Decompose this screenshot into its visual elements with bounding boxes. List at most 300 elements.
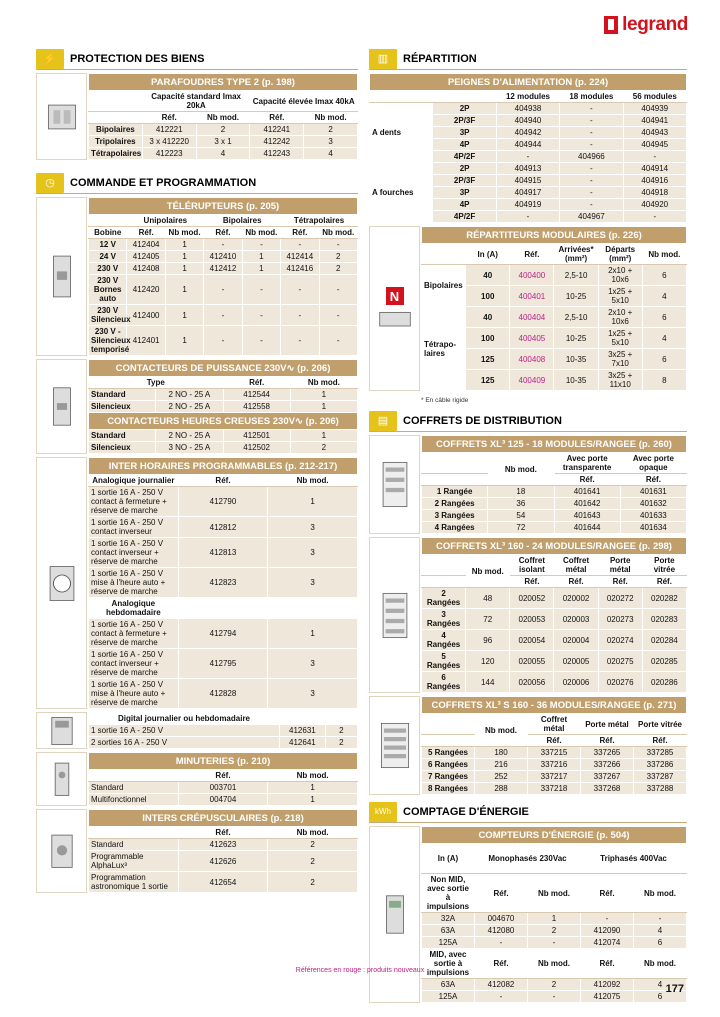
section-repartition-header [369, 48, 687, 70]
new-badge: N [386, 287, 404, 305]
mid-rows [422, 979, 687, 1003]
digital-block [36, 712, 358, 749]
col-opaque: Avec porte opaque [620, 453, 686, 474]
cell: 4 [634, 925, 687, 937]
cell: 412502 [223, 442, 290, 454]
cell: 1 [290, 401, 357, 413]
cell: 3x25 + 11x10 [598, 370, 642, 391]
cell: 401632 [620, 498, 686, 510]
row-label: 100 [466, 286, 510, 307]
cell: 3 [268, 568, 358, 598]
cell: 2 [268, 872, 358, 893]
table-row [89, 872, 358, 893]
cell: 337218 [528, 783, 581, 795]
col-ref: Réf. [223, 377, 290, 389]
cell: 404914 [623, 163, 686, 175]
row-label: 125 [466, 370, 510, 391]
section-title: COMMANDE ET PROGRAMMATION [70, 176, 257, 189]
cell: - [560, 103, 623, 115]
group-label: Bipolaires [422, 265, 466, 307]
xl125-bar: COFFRETS XL³ 125 - 18 MODULES/RANGEE (p. 260) [422, 436, 687, 453]
row-label: 1 Rangée [422, 486, 488, 498]
telerupteurs-table [88, 197, 358, 356]
cell: - [560, 115, 623, 127]
cell: 020286 [642, 672, 686, 693]
cell: 412400 [127, 305, 165, 326]
table-row [89, 305, 358, 326]
cell: - [560, 139, 623, 151]
telerupteurs-bar: TÉLÉRUPTEURS (p. 205) [89, 198, 358, 215]
cell: 2 [268, 851, 358, 872]
row-label: 4 Rangées [422, 522, 488, 534]
col-nb: Nb mod. [528, 874, 581, 913]
cell: 2 [319, 263, 357, 275]
table-row [89, 619, 358, 649]
cell: 3 NO - 25 A [156, 442, 223, 454]
cell: 412795 [178, 649, 268, 679]
row-label: 4P/2F [433, 211, 496, 223]
parafoudres-table [88, 73, 358, 160]
table-row [89, 737, 358, 749]
cell: 2 [304, 124, 358, 136]
cell: 337217 [528, 771, 581, 783]
col-ref: Réf. [634, 735, 687, 747]
cell: 404915 [496, 175, 559, 187]
row-label: Tripolaires [89, 136, 143, 148]
cell: 020055 [510, 651, 554, 672]
col-transparente: Avec porte transparente [554, 453, 620, 474]
cell: - [281, 275, 319, 305]
col-ref: Réf. [554, 576, 598, 588]
cell: 18 [488, 486, 554, 498]
col-nb: Nb mod. [268, 770, 358, 782]
xls160-table [421, 696, 687, 795]
cell: 401642 [554, 498, 620, 510]
cell: 401644 [554, 522, 620, 534]
cabinet-icon: ▤ [369, 411, 397, 431]
cell: 404919 [496, 199, 559, 211]
cell: 144 [466, 672, 510, 693]
cell: 401634 [620, 522, 686, 534]
row-label: 12 V [89, 239, 127, 251]
cell: 412221 [142, 124, 196, 136]
cell: 400408 [510, 349, 554, 370]
row-label: Programmable AlphaLux³ [89, 851, 179, 872]
group-label: A fourches [370, 163, 433, 223]
cell: 412410 [204, 251, 242, 263]
table-row [89, 263, 358, 275]
cell: - [319, 305, 357, 326]
col-bobine: Bobine [89, 227, 127, 239]
cell: 400405 [510, 328, 554, 349]
section-title: PROTECTION DES BIENS [70, 52, 205, 65]
col-nb: Nb mod. [165, 227, 203, 239]
cell: 004704 [178, 794, 268, 806]
row-label: 1 sortie 16 A - 250 V [89, 725, 280, 737]
compteurs-block [369, 826, 687, 1003]
row-label: 125A [422, 937, 475, 949]
digital-switch-image [36, 712, 87, 749]
cell: 1 [165, 263, 203, 275]
table-row [89, 839, 358, 851]
table-row [89, 275, 358, 305]
row-label: 1 sortie 16 A - 250 V contact à fermeture + réserve de marche [89, 619, 179, 649]
nonmid-rows [422, 913, 687, 949]
cell: 400409 [510, 370, 554, 391]
cell: 288 [475, 783, 528, 795]
cell: 412813 [178, 538, 268, 568]
contacteurs-bar: CONTACTEURS DE PUISSANCE 230V∿ (p. 206) [89, 360, 358, 377]
row-label: 40 [466, 265, 510, 286]
cell: 020284 [642, 630, 686, 651]
cell: 6 [642, 349, 686, 370]
cell: 412243 [250, 148, 304, 160]
cell: 020004 [554, 630, 598, 651]
cell: 004670 [475, 913, 528, 925]
cell: 1 [242, 263, 280, 275]
cell: 412420 [127, 275, 165, 305]
cell: 400404 [510, 307, 554, 328]
compteurs-bar: COMPTEURS D'ÉNERGIE (p. 504) [422, 827, 687, 844]
cell: 2 [325, 737, 357, 749]
table-row [89, 442, 358, 454]
right-column [369, 48, 687, 1006]
cell: 2 [319, 251, 357, 263]
cell: - [634, 913, 687, 925]
cell: 4 [304, 148, 358, 160]
cell: 2,5-10 [554, 265, 598, 286]
table-row [89, 239, 358, 251]
row-label: 125A [422, 991, 475, 1003]
xl160-image [369, 537, 420, 693]
cell: - [496, 151, 559, 163]
subheading-journalier: Analogique journalier [89, 475, 179, 487]
inter-horaires-table [88, 457, 358, 709]
col-porte-vitree: Porte vitrée [642, 555, 686, 576]
cell: 4 [642, 286, 686, 307]
cell: 1 [290, 389, 357, 401]
comb-icon: ▥ [369, 49, 397, 69]
col-nb: Nb mod. [634, 949, 687, 979]
col-12-modules: 12 modules [496, 91, 559, 103]
cell: 2 [528, 925, 581, 937]
row-label: 1 sortie 16 A - 250 V contact à fermeture + réserve de marche [89, 487, 179, 517]
row-label: 1 sortie 16 A - 250 V contact inverseur + réserve de marche [89, 538, 179, 568]
minuteries-table [88, 752, 358, 806]
cell: 401643 [554, 510, 620, 522]
tele-rows [89, 239, 358, 356]
cell: - [242, 326, 280, 356]
table-row [422, 979, 687, 991]
cell: 020053 [510, 609, 554, 630]
cell: 1 [165, 251, 203, 263]
cell: 412082 [475, 979, 528, 991]
cell: 337268 [581, 783, 634, 795]
cell: 020273 [598, 609, 642, 630]
table-row [422, 588, 687, 609]
xl125-block [369, 435, 687, 534]
table-row [89, 679, 358, 709]
row-label: 230 V [89, 263, 127, 275]
col-ref: Réf. [510, 244, 554, 265]
col-departs: Départs (mm²) [598, 244, 642, 265]
cell: - [623, 151, 686, 163]
xl160-block [369, 537, 687, 693]
cell: 72 [466, 609, 510, 630]
cell: 020272 [598, 588, 642, 609]
row-label: 4 Rangées [422, 630, 466, 651]
row-label: 5 Rangées [422, 651, 466, 672]
cell: 2 NO - 25 A [156, 389, 223, 401]
row-label: 2 Rangées [422, 498, 488, 510]
row-label: 3 Rangées [422, 510, 488, 522]
cell: 020006 [554, 672, 598, 693]
cell: 10-25 [554, 328, 598, 349]
row-label: 2 sorties 16 A - 250 V [89, 737, 280, 749]
cell: 1 [165, 239, 203, 251]
section-commande-header [36, 172, 358, 194]
row-label: 3 Rangées [422, 609, 466, 630]
col-ref: Réf. [475, 874, 528, 913]
timer-image [36, 752, 87, 806]
peignes-table [369, 73, 687, 223]
cell: 2 [290, 442, 357, 454]
xl160-bar: COFFRETS XL³ 160 - 24 MODULES/RANGEE (p. 298) [422, 538, 687, 555]
cell: - [319, 275, 357, 305]
xls160-block [369, 696, 687, 795]
cell: 3 [268, 517, 358, 538]
cell: 412090 [581, 925, 634, 937]
cell: 337267 [581, 771, 634, 783]
col-type: Type [89, 377, 224, 389]
time-switch-image [36, 457, 87, 709]
table-row [89, 326, 358, 356]
compteurs-table [421, 826, 687, 1003]
row-label: 63A [422, 979, 475, 991]
col-56-modules: 56 modules [623, 91, 686, 103]
table-row [422, 307, 687, 328]
cell: 412654 [178, 872, 268, 893]
cell: 412416 [281, 263, 319, 275]
cell: - [528, 937, 581, 949]
contacteurs-block [36, 359, 358, 454]
row-label: 125 [466, 349, 510, 370]
col-mono: Monophasés 230Vac [475, 844, 581, 874]
cell: - [204, 326, 242, 356]
row-label: 2P/3F [433, 175, 496, 187]
cell: 10-35 [554, 370, 598, 391]
col-ref: Réf. [178, 770, 268, 782]
subheading-nonmid: Non MID, avec sortie à impulsions [422, 874, 475, 913]
cell: 404967 [560, 211, 623, 223]
cell: 1 [242, 251, 280, 263]
cell: 1x25 + 5x10 [598, 286, 642, 307]
hebdo-rows [89, 619, 358, 709]
table-row [89, 794, 358, 806]
col-ref: Réf. [142, 112, 196, 124]
table-row [422, 759, 687, 771]
cell: - [475, 991, 528, 1003]
cell: 404917 [496, 187, 559, 199]
col-nb: Nb mod. [642, 244, 686, 265]
subheading-mid: MID, avec sortie à impulsions [422, 949, 475, 979]
cell: 6 [642, 265, 686, 286]
table-row [89, 251, 358, 263]
cell: 020056 [510, 672, 554, 693]
row-label: 1 sortie 16 A - 250 V contact inverseur [89, 517, 179, 538]
col-nb: Nb mod. [488, 453, 554, 486]
col-ref: Réf. [581, 735, 634, 747]
table-row [422, 937, 687, 949]
parafoudres-bar: PARAFOUDRES TYPE 2 (p. 198) [89, 74, 358, 91]
page-number: 177 [665, 983, 684, 995]
row-label: 1 sortie 16 A - 250 V mise à l'heure auto + réserve de marche [89, 679, 179, 709]
row-label: 1 sortie 16 A - 250 V contact inverseur + réserve de marche [89, 649, 179, 679]
row-label: 32A [422, 913, 475, 925]
cell: - [242, 275, 280, 305]
cell: 412828 [178, 679, 268, 709]
cell: 337266 [581, 759, 634, 771]
cell: - [623, 211, 686, 223]
table-row [422, 609, 687, 630]
heures-creuses-bar: CONTACTEURS HEURES CREUSES 230V∿ (p. 206) [89, 413, 358, 430]
col-ref: Réf. [528, 735, 581, 747]
cell: - [560, 127, 623, 139]
table-row [370, 103, 687, 115]
cell: 10-25 [554, 286, 598, 307]
row-label: Standard [89, 430, 156, 442]
cell: 412404 [127, 239, 165, 251]
row-label: 4P [433, 139, 496, 151]
cell: 412790 [178, 487, 268, 517]
col-ref: Réf. [475, 949, 528, 979]
row-label: 1 sortie 16 A - 250 V mise à l'heure auto + réserve de marche [89, 568, 179, 598]
cell: 2 [325, 725, 357, 737]
row-label: Standard [89, 782, 179, 794]
cell: - [204, 239, 242, 251]
table-row [422, 510, 687, 522]
cell: - [560, 163, 623, 175]
col-ref: Réf. [620, 474, 686, 486]
cell: 36 [488, 498, 554, 510]
col-coffret-isolant: Coffret isolant [510, 555, 554, 576]
cell: 412074 [581, 937, 634, 949]
cell: 404966 [560, 151, 623, 163]
table-row [89, 568, 358, 598]
cell: - [204, 305, 242, 326]
xls160-bar: COFFRETS XL³ S 160 - 36 MODULES/RANGEE (p. 271) [422, 697, 687, 714]
footer-note: Références en rouge : produits nouveaux [295, 967, 425, 974]
cell: 020275 [598, 651, 642, 672]
cell: 72 [488, 522, 554, 534]
row-label: 24 V [89, 251, 127, 263]
cell: 401631 [620, 486, 686, 498]
col-ref: Réf. [178, 827, 268, 839]
cell: - [560, 175, 623, 187]
cell: 412558 [223, 401, 290, 413]
cell: 252 [475, 771, 528, 783]
table-row [89, 148, 358, 160]
cell: - [496, 211, 559, 223]
cell: 404913 [496, 163, 559, 175]
row-label: Programmation astronomique 1 sortie [89, 872, 179, 893]
table-row [89, 851, 358, 872]
section-title: COMPTAGE D'ÉNERGIE [403, 805, 529, 818]
cell: 3 x 1 [196, 136, 250, 148]
table-row [422, 265, 687, 286]
col-bi: Bipolaires [204, 215, 281, 227]
cell: 1 [528, 913, 581, 925]
col-ref: Réf. [510, 576, 554, 588]
col-nb: Nb mod. [475, 714, 528, 747]
inter-horaires-bar: INTER HORAIRES PROGRAMMABLES (p. 212-217) [89, 458, 358, 475]
cell: 2x10 + 10x6 [598, 265, 642, 286]
cell: 412501 [223, 430, 290, 442]
col-nb: Nb mod. [268, 827, 358, 839]
table-row [422, 771, 687, 783]
cell: 412401 [127, 326, 165, 356]
inter-horaires-block [36, 457, 358, 709]
cell: 1 [165, 305, 203, 326]
cell: 400401 [510, 286, 554, 307]
cell: 412414 [281, 251, 319, 263]
cell: 3 [268, 679, 358, 709]
table-row [89, 538, 358, 568]
row-label: 8 Rangées [422, 783, 475, 795]
cell: 180 [475, 747, 528, 759]
cell: 54 [488, 510, 554, 522]
contactor-image [36, 359, 87, 454]
row-label: 6 Rangées [422, 672, 466, 693]
cell: 1 [165, 326, 203, 356]
row-label: 4P/2F [433, 151, 496, 163]
cell: 404942 [496, 127, 559, 139]
cell: 4 [642, 328, 686, 349]
cell: 412623 [178, 839, 268, 851]
table-row [89, 430, 358, 442]
col-in: In (A) [466, 244, 510, 265]
col-18-modules: 18 modules [560, 91, 623, 103]
tetrapolaires-rows [422, 307, 687, 391]
row-label: 63A [422, 925, 475, 937]
col-ref: Réf. [642, 576, 686, 588]
cell: 337216 [528, 759, 581, 771]
cell: - [242, 239, 280, 251]
crepusculaires-table [88, 809, 358, 893]
cell: - [528, 991, 581, 1003]
cell: 412823 [178, 568, 268, 598]
brand-name: legrand [622, 14, 688, 35]
cell: 10-35 [554, 349, 598, 370]
col-ref: Réf. [127, 227, 165, 239]
col-uni: Unipolaires [127, 215, 204, 227]
fourches-rows [370, 163, 687, 223]
cell: 6 [642, 307, 686, 328]
row-label: 3P [433, 127, 496, 139]
cell: 020054 [510, 630, 554, 651]
cell: 412631 [280, 725, 326, 737]
table-row [89, 401, 358, 413]
xl125-image [369, 435, 420, 534]
repartiteurs-table [421, 226, 687, 391]
col-nb: Nb mod. [290, 377, 357, 389]
cell: - [581, 913, 634, 925]
cell: 412412 [204, 263, 242, 275]
cell: 4 [634, 979, 687, 991]
cell: 2 NO - 25 A [156, 401, 223, 413]
table-row [422, 651, 687, 672]
cell: 48 [466, 588, 510, 609]
